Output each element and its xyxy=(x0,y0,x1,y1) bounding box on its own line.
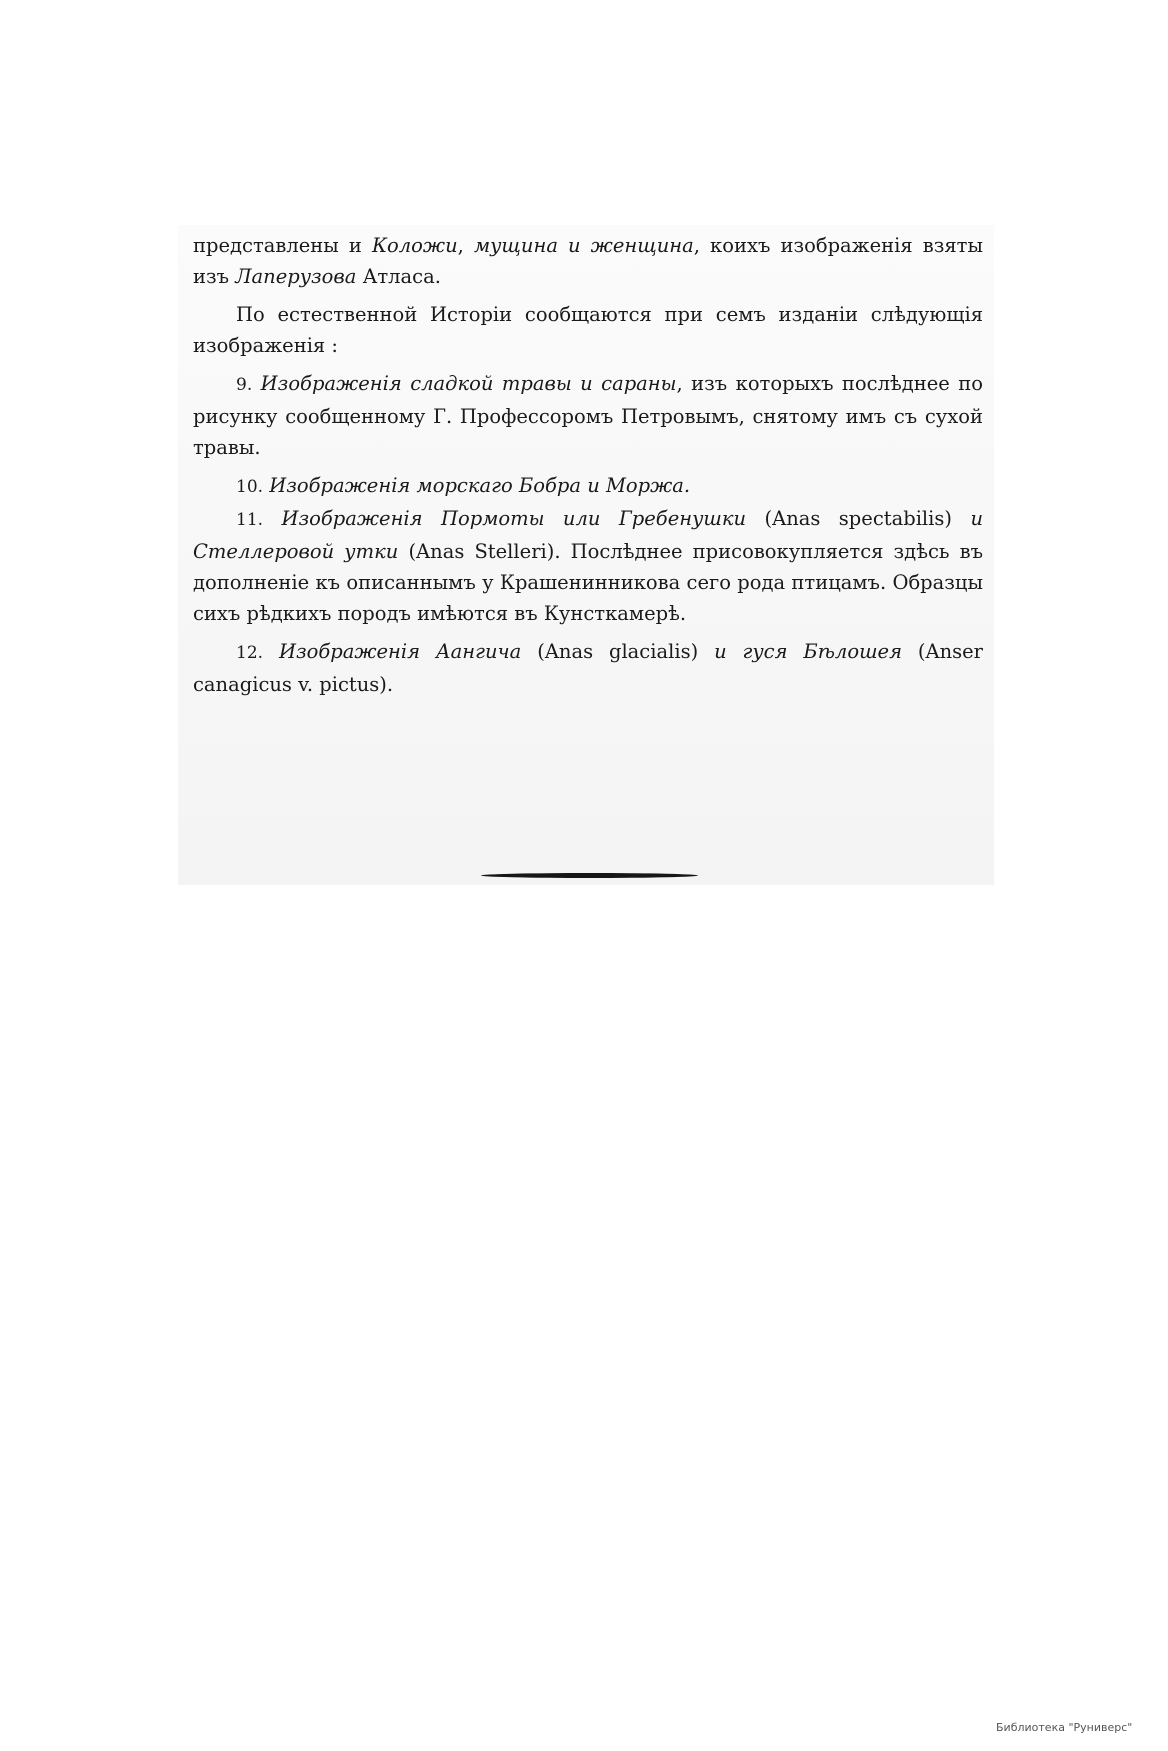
body-text xyxy=(193,230,983,700)
list-item-12: 12. Изображенія Аангича (Anas glacialis) и гуся Бѣлошея (Anser canagicus v. pictus). xyxy=(193,640,983,696)
list-item-11: 11. Изображенія Пормоты или Гребенушки (Anas spectabilis) и Стеллеровой утки (Anas Stelleri). Послѣднее присовокупляется здѣсь въ дополненіе къ описаннымъ у Крашенинникова сего рода птицамъ. Образцы сихъ рѣдкихъ породъ имѣются въ Кунсткамерѣ. xyxy=(193,507,984,625)
paragraph-2: По естественной Исторіи сообщаются при семъ изданіи слѣдующія изображенія : xyxy=(193,303,983,357)
paragraph-1: представлены и Коложи, мущина и женщина, коихъ изображенія взяты изъ Лаперузова Атласа. xyxy=(193,234,983,288)
decorative-rule xyxy=(481,873,698,878)
list-item-10: 10. Изображенія морскаго Бобра и Моржа. xyxy=(236,474,691,497)
list-item-9: 9. Изображенія сладкой травы и сараны, изъ которыхъ послѣднее по рисунку сообщенному Г. Профессоромъ Петровымъ, снятому имъ съ сухой травы. xyxy=(193,372,983,459)
library-watermark: Библиотека "Руниверс" xyxy=(996,1721,1133,1734)
